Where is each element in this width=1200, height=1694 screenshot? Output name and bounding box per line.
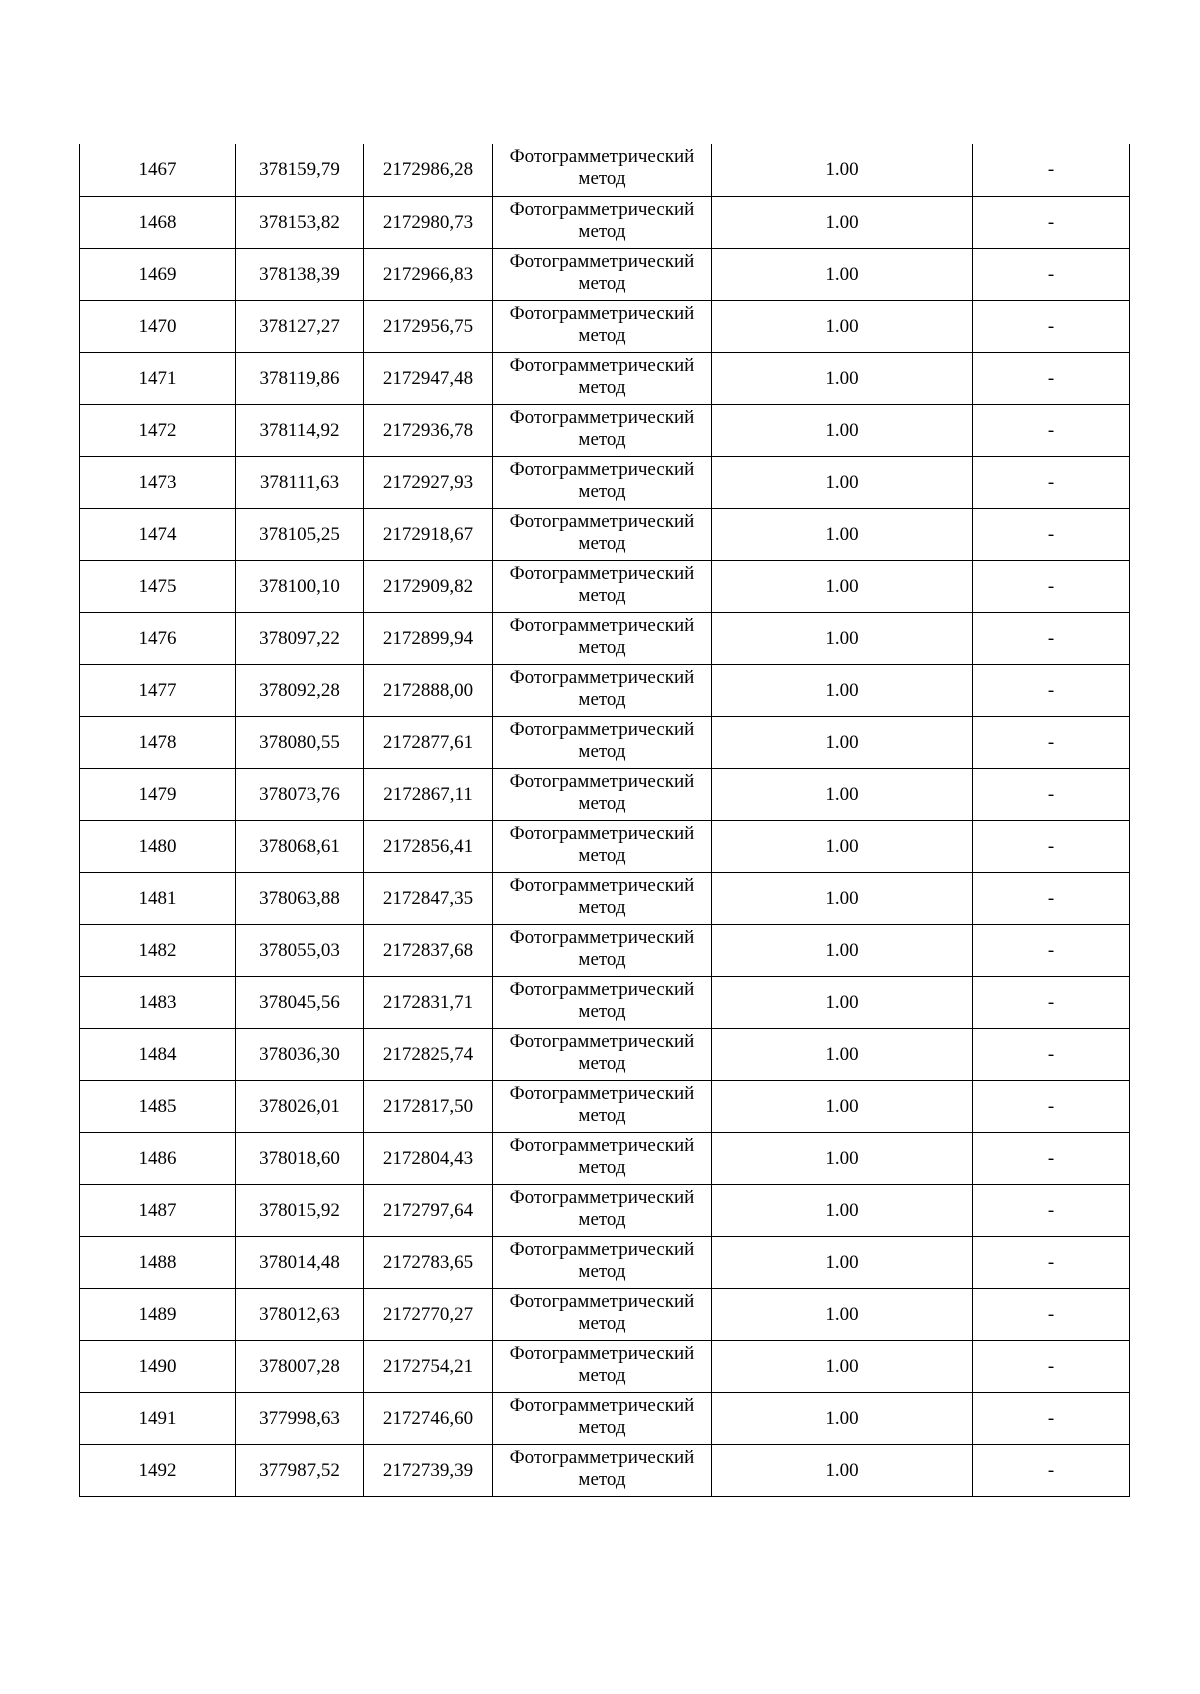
accuracy-cell: 1.00 (712, 1392, 973, 1444)
method-cell (493, 1444, 712, 1496)
method-cell (493, 768, 712, 820)
accuracy-cell: 1.00 (712, 1236, 973, 1288)
method-cell (493, 1184, 712, 1236)
method-line-2: метод (578, 1468, 626, 1490)
y-coordinate-cell: 2172783,65 (364, 1236, 493, 1288)
note-cell: - (973, 456, 1130, 508)
method-line-2: метод (578, 584, 626, 606)
method-line-2: метод (578, 324, 626, 346)
table-row (80, 352, 1130, 404)
method-line-2: метод (578, 428, 626, 450)
x-coordinate-cell: 378026,01 (236, 1080, 364, 1132)
point-number-cell: 1476 (80, 612, 236, 664)
accuracy-cell: 1.00 (712, 144, 973, 196)
table-row (80, 404, 1130, 456)
method-line-2: метод (578, 220, 626, 242)
x-coordinate-cell: 378159,79 (236, 144, 364, 196)
method-line-2: метод (578, 1312, 626, 1334)
method-cell (493, 716, 712, 768)
accuracy-cell: 1.00 (712, 664, 973, 716)
method-line-1: Фотограмметрический (509, 1342, 695, 1364)
point-number-cell: 1478 (80, 716, 236, 768)
method-line-2: метод (578, 896, 626, 918)
method-line-2: метод (578, 792, 626, 814)
method-cell (493, 976, 712, 1028)
accuracy-cell: 1.00 (712, 1444, 973, 1496)
y-coordinate-cell: 2172888,00 (364, 664, 493, 716)
method-line-2: метод (578, 948, 626, 970)
point-number-cell: 1484 (80, 1028, 236, 1080)
method-line-2: метод (578, 1364, 626, 1386)
point-number-cell: 1470 (80, 300, 236, 352)
accuracy-cell: 1.00 (712, 404, 973, 456)
table-row (80, 820, 1130, 872)
accuracy-cell: 1.00 (712, 1080, 973, 1132)
y-coordinate-cell: 2172909,82 (364, 560, 493, 612)
point-number-cell: 1489 (80, 1288, 236, 1340)
method-line-1: Фотограмметрический (509, 1186, 695, 1208)
x-coordinate-cell: 378105,25 (236, 508, 364, 560)
y-coordinate-cell: 2172956,75 (364, 300, 493, 352)
method-cell (493, 144, 712, 196)
method-line-2: метод (578, 740, 626, 762)
point-number-cell: 1477 (80, 664, 236, 716)
y-coordinate-cell: 2172825,74 (364, 1028, 493, 1080)
method-line-2: метод (578, 1260, 626, 1282)
accuracy-cell: 1.00 (712, 1028, 973, 1080)
point-number-cell: 1487 (80, 1184, 236, 1236)
table-row (80, 456, 1130, 508)
method-line-1: Фотограмметрический (509, 354, 695, 376)
method-line-1: Фотограмметрический (509, 614, 695, 636)
note-cell: - (973, 716, 1130, 768)
y-coordinate-cell: 2172817,50 (364, 1080, 493, 1132)
x-coordinate-cell: 378012,63 (236, 1288, 364, 1340)
table-row (80, 664, 1130, 716)
accuracy-cell: 1.00 (712, 300, 973, 352)
accuracy-cell: 1.00 (712, 248, 973, 300)
method-line-2: метод (578, 1000, 626, 1022)
x-coordinate-cell: 378007,28 (236, 1340, 364, 1392)
x-coordinate-cell: 378100,10 (236, 560, 364, 612)
accuracy-cell: 1.00 (712, 560, 973, 612)
x-coordinate-cell: 378063,88 (236, 872, 364, 924)
table-row (80, 612, 1130, 664)
x-coordinate-cell: 378111,63 (236, 456, 364, 508)
table-row (80, 976, 1130, 1028)
table-row (80, 872, 1130, 924)
x-coordinate-cell: 378068,61 (236, 820, 364, 872)
method-line-1: Фотограмметрический (509, 250, 695, 272)
method-line-1: Фотограмметрический (509, 1446, 695, 1468)
method-line-1: Фотограмметрический (509, 1082, 695, 1104)
x-coordinate-cell: 378014,48 (236, 1236, 364, 1288)
point-number-cell: 1482 (80, 924, 236, 976)
accuracy-cell: 1.00 (712, 352, 973, 404)
note-cell: - (973, 248, 1130, 300)
method-cell (493, 456, 712, 508)
y-coordinate-cell: 2172918,67 (364, 508, 493, 560)
accuracy-cell: 1.00 (712, 508, 973, 560)
table-row (80, 1340, 1130, 1392)
table-row (80, 560, 1130, 612)
method-cell (493, 664, 712, 716)
method-line-2: метод (578, 688, 626, 710)
point-number-cell: 1488 (80, 1236, 236, 1288)
y-coordinate-cell: 2172927,93 (364, 456, 493, 508)
point-number-cell: 1467 (80, 144, 236, 196)
note-cell: - (973, 768, 1130, 820)
x-coordinate-cell: 378045,56 (236, 976, 364, 1028)
x-coordinate-cell: 378153,82 (236, 196, 364, 248)
method-line-1: Фотограмметрический (509, 874, 695, 896)
point-number-cell: 1475 (80, 560, 236, 612)
table-row (80, 924, 1130, 976)
method-cell (493, 196, 712, 248)
note-cell: - (973, 508, 1130, 560)
point-number-cell: 1491 (80, 1392, 236, 1444)
table-row (80, 768, 1130, 820)
method-line-1: Фотограмметрический (509, 198, 695, 220)
method-line-1: Фотограмметрический (509, 302, 695, 324)
point-number-cell: 1474 (80, 508, 236, 560)
accuracy-cell: 1.00 (712, 1184, 973, 1236)
x-coordinate-cell: 378127,27 (236, 300, 364, 352)
point-number-cell: 1480 (80, 820, 236, 872)
point-number-cell: 1492 (80, 1444, 236, 1496)
method-line-2: метод (578, 480, 626, 502)
method-line-2: метод (578, 532, 626, 554)
note-cell: - (973, 1184, 1130, 1236)
method-line-2: метод (578, 272, 626, 294)
method-line-1: Фотограмметрический (509, 510, 695, 532)
method-line-1: Фотограмметрический (509, 822, 695, 844)
y-coordinate-cell: 2172936,78 (364, 404, 493, 456)
x-coordinate-cell: 378055,03 (236, 924, 364, 976)
method-cell (493, 1132, 712, 1184)
method-cell (493, 300, 712, 352)
method-cell (493, 1236, 712, 1288)
accuracy-cell: 1.00 (712, 820, 973, 872)
note-cell: - (973, 924, 1130, 976)
accuracy-cell: 1.00 (712, 716, 973, 768)
x-coordinate-cell: 378073,76 (236, 768, 364, 820)
x-coordinate-cell: 378092,28 (236, 664, 364, 716)
method-line-1: Фотограмметрический (509, 458, 695, 480)
note-cell: - (973, 1392, 1130, 1444)
method-cell (493, 1392, 712, 1444)
y-coordinate-cell: 2172831,71 (364, 976, 493, 1028)
table-row (80, 144, 1130, 196)
method-cell (493, 872, 712, 924)
method-cell (493, 508, 712, 560)
y-coordinate-cell: 2172746,60 (364, 1392, 493, 1444)
method-cell (493, 820, 712, 872)
method-line-2: метод (578, 844, 626, 866)
note-cell: - (973, 352, 1130, 404)
y-coordinate-cell: 2172797,64 (364, 1184, 493, 1236)
x-coordinate-cell: 378036,30 (236, 1028, 364, 1080)
method-line-2: метод (578, 1104, 626, 1126)
accuracy-cell: 1.00 (712, 1288, 973, 1340)
point-number-cell: 1479 (80, 768, 236, 820)
method-line-1: Фотограмметрический (509, 718, 695, 740)
note-cell: - (973, 404, 1130, 456)
point-number-cell: 1483 (80, 976, 236, 1028)
x-coordinate-cell: 378015,92 (236, 1184, 364, 1236)
accuracy-cell: 1.00 (712, 976, 973, 1028)
method-line-2: метод (578, 1052, 626, 1074)
point-number-cell: 1472 (80, 404, 236, 456)
accuracy-cell: 1.00 (712, 456, 973, 508)
method-cell (493, 1288, 712, 1340)
note-cell: - (973, 1288, 1130, 1340)
accuracy-cell: 1.00 (712, 872, 973, 924)
method-line-2: метод (578, 168, 626, 189)
accuracy-cell: 1.00 (712, 196, 973, 248)
method-line-1: Фотограмметрический (509, 1290, 695, 1312)
method-line-1: Фотограмметрический (509, 562, 695, 584)
note-cell: - (973, 1132, 1130, 1184)
note-cell: - (973, 612, 1130, 664)
method-line-2: метод (578, 1416, 626, 1438)
method-cell (493, 248, 712, 300)
x-coordinate-cell: 377998,63 (236, 1392, 364, 1444)
y-coordinate-cell: 2172856,41 (364, 820, 493, 872)
table-row (80, 1132, 1130, 1184)
y-coordinate-cell: 2172847,35 (364, 872, 493, 924)
table-row (80, 1184, 1130, 1236)
point-number-cell: 1468 (80, 196, 236, 248)
table-row (80, 1392, 1130, 1444)
point-number-cell: 1469 (80, 248, 236, 300)
method-line-1: Фотограмметрический (509, 1134, 695, 1156)
x-coordinate-cell: 377987,52 (236, 1444, 364, 1496)
table-row (80, 248, 1130, 300)
x-coordinate-cell: 378114,92 (236, 404, 364, 456)
x-coordinate-cell: 378138,39 (236, 248, 364, 300)
accuracy-cell: 1.00 (712, 1340, 973, 1392)
method-cell (493, 560, 712, 612)
x-coordinate-cell: 378119,86 (236, 352, 364, 404)
x-coordinate-cell: 378080,55 (236, 716, 364, 768)
note-cell: - (973, 820, 1130, 872)
note-cell: - (973, 560, 1130, 612)
accuracy-cell: 1.00 (712, 924, 973, 976)
method-cell (493, 924, 712, 976)
y-coordinate-cell: 2172739,39 (364, 1444, 493, 1496)
accuracy-cell: 1.00 (712, 1132, 973, 1184)
coordinates-table (79, 144, 1130, 1497)
y-coordinate-cell: 2172986,28 (364, 144, 493, 196)
table-row (80, 508, 1130, 560)
method-line-2: метод (578, 1156, 626, 1178)
point-number-cell: 1485 (80, 1080, 236, 1132)
table-row (80, 1028, 1130, 1080)
y-coordinate-cell: 2172804,43 (364, 1132, 493, 1184)
note-cell: - (973, 196, 1130, 248)
method-line-1: Фотограмметрический (509, 978, 695, 1000)
method-line-1: Фотограмметрический (509, 1030, 695, 1052)
method-line-1: Фотограмметрический (509, 1394, 695, 1416)
method-line-2: метод (578, 376, 626, 398)
point-number-cell: 1490 (80, 1340, 236, 1392)
note-cell: - (973, 976, 1130, 1028)
note-cell: - (973, 144, 1130, 196)
point-number-cell: 1473 (80, 456, 236, 508)
method-line-1: Фотограмметрический (509, 1238, 695, 1260)
y-coordinate-cell: 2172770,27 (364, 1288, 493, 1340)
note-cell: - (973, 872, 1130, 924)
table-row (80, 300, 1130, 352)
table-row (80, 196, 1130, 248)
y-coordinate-cell: 2172837,68 (364, 924, 493, 976)
y-coordinate-cell: 2172877,61 (364, 716, 493, 768)
method-line-2: метод (578, 636, 626, 658)
method-cell (493, 352, 712, 404)
table-row (80, 1080, 1130, 1132)
y-coordinate-cell: 2172980,73 (364, 196, 493, 248)
point-number-cell: 1471 (80, 352, 236, 404)
note-cell: - (973, 300, 1130, 352)
note-cell: - (973, 664, 1130, 716)
note-cell: - (973, 1236, 1130, 1288)
point-number-cell: 1481 (80, 872, 236, 924)
y-coordinate-cell: 2172754,21 (364, 1340, 493, 1392)
note-cell: - (973, 1028, 1130, 1080)
table-row (80, 1236, 1130, 1288)
method-cell (493, 404, 712, 456)
method-line-1: Фотограмметрический (509, 146, 695, 167)
accuracy-cell: 1.00 (712, 612, 973, 664)
method-cell (493, 1028, 712, 1080)
table-row (80, 716, 1130, 768)
y-coordinate-cell: 2172899,94 (364, 612, 493, 664)
note-cell: - (973, 1340, 1130, 1392)
method-cell (493, 612, 712, 664)
method-line-1: Фотограмметрический (509, 406, 695, 428)
method-cell (493, 1080, 712, 1132)
coordinates-table-body (80, 144, 1130, 1496)
accuracy-cell: 1.00 (712, 768, 973, 820)
table-row (80, 1444, 1130, 1496)
note-cell: - (973, 1444, 1130, 1496)
method-line-1: Фотограмметрический (509, 666, 695, 688)
method-line-1: Фотограмметрический (509, 926, 695, 948)
method-line-2: метод (578, 1208, 626, 1230)
y-coordinate-cell: 2172867,11 (364, 768, 493, 820)
table-row (80, 1288, 1130, 1340)
x-coordinate-cell: 378018,60 (236, 1132, 364, 1184)
method-line-1: Фотограмметрический (509, 770, 695, 792)
note-cell: - (973, 1080, 1130, 1132)
y-coordinate-cell: 2172966,83 (364, 248, 493, 300)
y-coordinate-cell: 2172947,48 (364, 352, 493, 404)
point-number-cell: 1486 (80, 1132, 236, 1184)
x-coordinate-cell: 378097,22 (236, 612, 364, 664)
method-cell (493, 1340, 712, 1392)
